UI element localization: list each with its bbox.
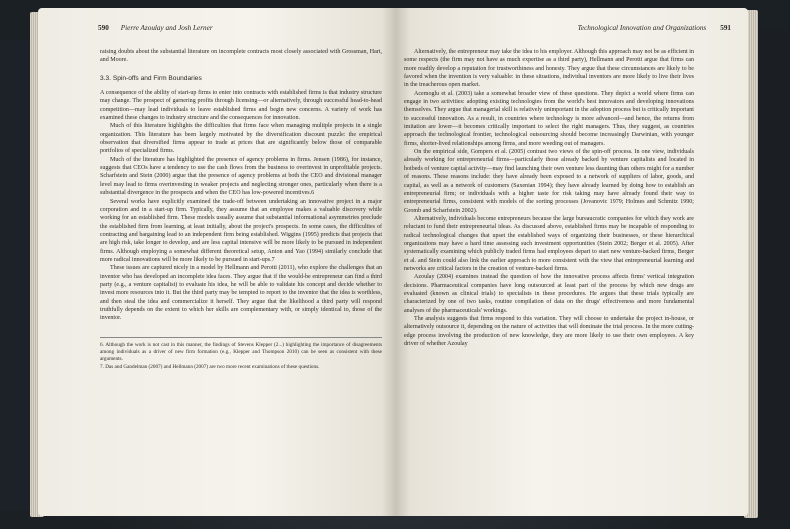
left-running-header: [98, 24, 378, 32]
footnote: 6. Although the work is not cast in this manner, the findings of Stevens Klepper (2...) highlighting the importance of disagreements among individuals as a driver of new firm formation (e.g., Klepper and Thompson 2010) can be seen as consistent with these arguments.: [100, 341, 382, 362]
paragraph: A consequence of the ability of start-up firms to enter into contracts with established firms is that industry structure may change. The prospect of garnering profits through licensing—or alternatively, through successful head-to-head competition—may lead individuals to leave established firms and begin new concerns. A variety of work has examined these changes to industry structure and the consequences for innovation.: [100, 90, 382, 122]
right-page-body: [404, 48, 694, 348]
right-running-header: [456, 24, 731, 32]
paragraph: Azoulay (2004) examines instead the question of how the innovative process affects firms' vertical integration decisions. Pharmaceutical companies have long outsourced at least part of the process by which new drugs are evaluated (known as clinical trials) to specialists in these procedures. He argues that these trials typically are characterized by one of two tasks, routine compilation of data on the drugs' effectiveness and more fundamental analyses of the pharmaceuticals' workings.: [404, 274, 694, 314]
book-cover-left: [0, 40, 34, 510]
page-number: 590: [98, 24, 109, 32]
paragraph: Much of the literature has highlighted the presence of agency problems in firms. Jensen (1986), for instance, suggests that CEOs have a tendency to use the cash flows from the business to overinvest in unprofitable projects. Scharfstein and Stein (2000) argue that the presence of agency problems at both the CEO and divisional manager level may lead to firms overinvesting in weaker projects and neglecting stronger ones, particularly when there is a substantial divergence in the prospects and when the CEO has low-powered incentives.6: [100, 156, 382, 197]
book-cover-right: [756, 30, 790, 520]
running-head: Technological Innovation and Organizations: [577, 24, 707, 32]
page-number: 591: [720, 24, 731, 32]
paragraph: Much of this literature highlights the difficulties that firms face when managing multiple projects in a single organization. This literature has been largely motivated by the diversification discount puzzle: the empirical observation that diversified firms appear to trade at prices that are significantly below those of comparable portfolios of specialized firms.: [100, 123, 382, 155]
paragraph: The analysis suggests that firms respond to this variation. They will choose to undertake the project in-house, or alternatively outsource it, depending on the nature of activities that will dominate the trial process. In the more cutting-edge process involving the production of new knowledge, they are more likely to use their own employees. A key driver of whether Azoulay: [404, 316, 694, 348]
right-page: [396, 8, 748, 516]
left-page-body: [100, 48, 382, 372]
paragraph: These issues are captured nicely in a model by Hellmann and Perotti (2011), who explore the challenges that an inventor who has developed an incomplete idea faces. They argue that if the would-be entrepreneur can find a third party (e.g., a venture capitalist) to evaluate his idea, he will be able to validate his concept and decide whether to invest more resources into it. But the third party may be tempted to report to the inventor that the idea is worthless, and then steal the idea and commercialize it herself. They argue that the likelihood a third party will respond truthfully depends on the extent to which her skills are complementary with, or simply identical to, those of the inventor.: [100, 265, 382, 322]
paragraph: Several works have explicitly examined the trade-off between undertaking an innovative project in a major corporation and in a start-up firm. Typically, they assume that an employee makes a valuable discovery while working for an established firm. These models usually assume that substantial informational asymmetries preclude the established firm from learning, at least initially, about the project's prospects. In some cases, the difficulties of contracting and bargaining lead to an independent firm being established. Wiggins (1995) predicts that projects that are high risk, take longer to develop, and are less capital intensive will be more likely to be pursued in independent firms. Although employing a somewhat different theoretical setup, Anton and Yao (1994) similarly conclude that more radical innovations will be more likely to be pursued in start-ups.7: [100, 198, 382, 263]
footnote: 7. Das and Gandelman (2007) and Hellmann (2007) are two more recent examinations of these questions.: [100, 363, 320, 370]
section-heading: 3.3. Spin-offs and Firm Boundaries: [100, 74, 202, 82]
paragraph: Alternatively, individuals become entrepreneurs because the large bureaucratic companies for which they work are reluctant to fund their entrepreneurial ideas. As discussed above, established firms may be incapable of responding to radical technological changes that upset the established ways of organizing their businesses, or these hierarchical organizations may have a hard time assessing such investment opportunities (Stein 2002; Berger et al. 2005). After systematically examining which publicly traded firms had employees depart to start new venture-backed firms, Berger et al. and Stein could also link the earlier approach to more consistent with the view that entrepreneurial learning and networks are critical factors in the creation of venture-backed firms.: [404, 215, 694, 272]
paragraph: Alternatively, the entrepreneur may take the idea to his employer. Although this approach may not be as efficient in some respects (the firm may not have as much expertise as a third party), Hellmann and Perotti argue that firms can more readily develop a reputation for trustworthiness and honesty. They argue that these circumstances are likely to be favored when the invention is very valuable: in these situations, individual inventors are more likely to live their lives in the treacherous open market.: [404, 49, 694, 89]
running-head: Pierre Azoulay and Josh Lerner: [120, 24, 213, 32]
paragraph: Acemoglu et al. (2003) take a somewhat broader view of these questions. They depict a world where firms can engage in two activities: adopting existing technologies from the world's best innovators and developing innovations themselves. They argue that managerial skill is relatively unimportant in the adoption process but is critically important to successful innovation. As a result, in countries where technology is more advanced—and hence, the returns from imitation are lower—it becomes critically important to select the right managers. Thus, they suggest, as countries approach the technological frontier, technological outsourcing should become increasingly Darwinian, with younger firms, shorter-lived relationships among firms, and more weeding out of managers.: [404, 90, 694, 147]
paragraph: raising doubts about the substantial literature on incomplete contracts most closely associated with Grossman, Hart, and Moore.: [100, 49, 382, 64]
left-page: [38, 8, 396, 516]
paragraph: On the empirical side, Gompers et al. (2005) contrast two views of the spin-off process. In one view, individuals already working for entrepreneurial firms—particularly those already backed by venture capitalists and located in hotbeds of venture capital activity—may find launching their own venture less daunting than others might for a number of reasons. These reasons include: they have already been exposed to a network of suppliers of labor, goods, and capital, as well as a network of customers (Saxenian 1994); they have already learned by doing how to establish an entrepreneurial firm; or individuals with a higher taste for risk taking may have already found their way to entrepreneurial firms, consistent with models of the sorting processes (Jovanovic 1979; Holmes and Schmitz 1990; Gromb and Scharfstein 2002).: [404, 149, 694, 214]
footnotes: [100, 337, 382, 371]
